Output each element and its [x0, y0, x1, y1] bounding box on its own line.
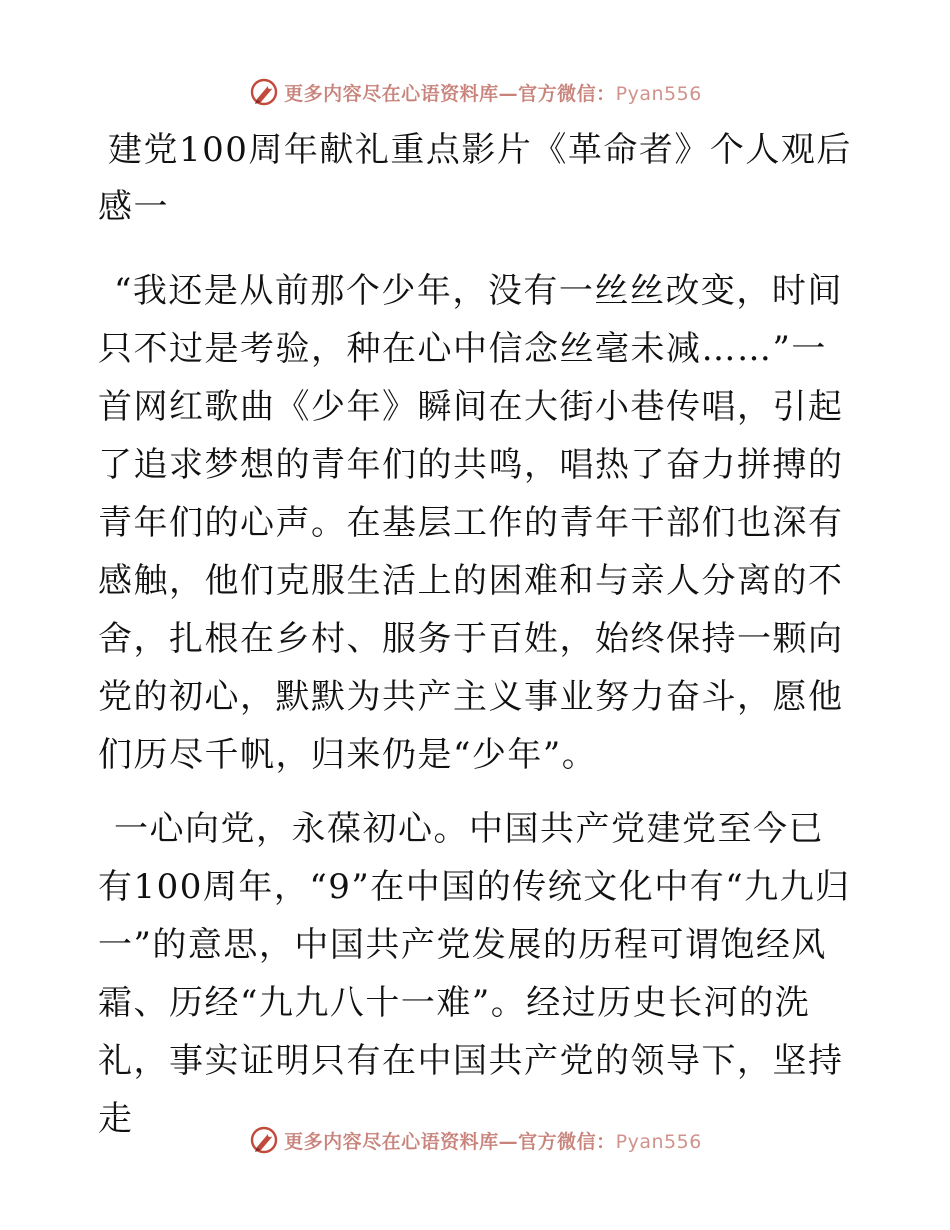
watermark-text: 更多内容尽在心语资料库—官方微信：Pyan556	[284, 82, 702, 105]
wechat-id: Pyan556	[615, 1130, 702, 1153]
pen-logo-icon	[248, 76, 280, 108]
wechat-id: Pyan556	[615, 82, 702, 105]
watermark-text: 更多内容尽在心语资料库—官方微信：Pyan556	[284, 1130, 702, 1153]
header-watermark-banner	[0, 72, 950, 112]
document-title: 建党100周年献礼重点影片《革命者》个人观后感一	[98, 130, 852, 227]
footer-watermark-banner	[0, 1120, 950, 1160]
document-body	[98, 122, 858, 1148]
paragraph-2: 一心向党，永葆初心。中国共产党建党至今已有100周年，“9”在中国的传统文化中有“九九归一”的意思，中国共产党发展的历程可谓饱经风霜、历经“九九八十一难”。经过历史长河的洗礼，事实证明只有在中国共产党的领导下，坚持走	[98, 809, 851, 1139]
paragraph-1: “我还是从前那个少年，没有一丝丝改变，时间只不过是考验，种在心中信念丝毫未减……”一首网红歌曲《少年》瞬间在大街小巷传唱，引起了追求梦想的青年们的共鸣，唱热了奋力拼搏的青年们的心声。在基层工作的青年干部们也深有感触，他们克服生活上的困难和与亲人分离的不舍，扎根在乡村、服务于百姓，始终保持一颗向党的初心，默默为共产主义事业努力奋斗，愿他们历尽千帆，归来仍是“少年”。	[98, 271, 844, 775]
pen-logo-icon	[248, 1124, 280, 1156]
